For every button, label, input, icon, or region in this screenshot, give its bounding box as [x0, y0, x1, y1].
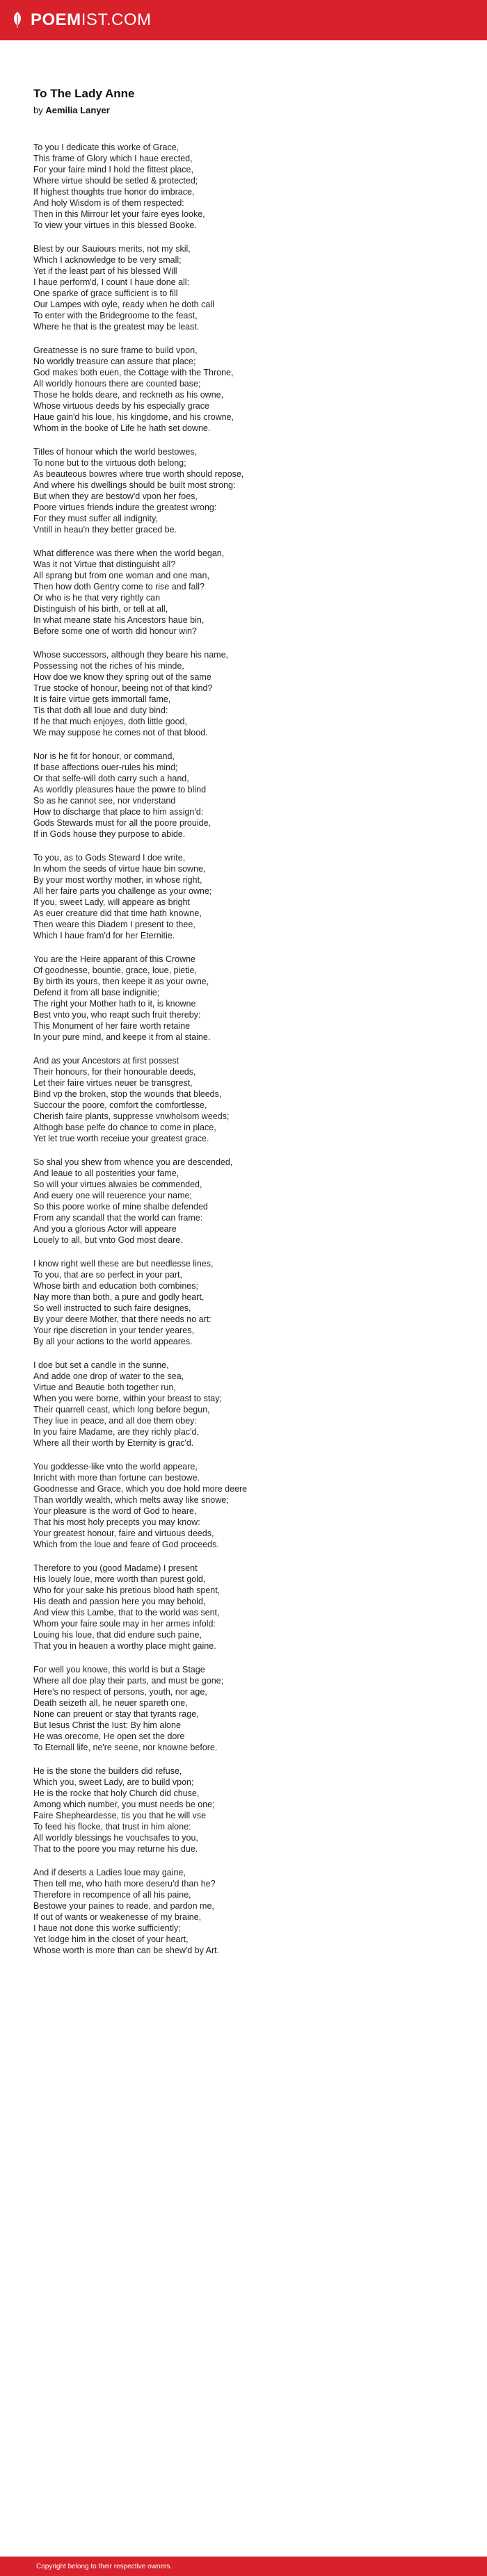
poem-line: Or that selfe-will doth carry such a hand,	[33, 774, 189, 783]
poem-line: Althogh base pelfe do chance to come in place,	[33, 1123, 216, 1132]
poem-line: All her faire parts you challenge as your owne;	[33, 886, 212, 896]
poem-line: Then tell me, who hath more deseru'd than he?	[33, 1879, 216, 1889]
poem-content	[33, 87, 465, 1968]
quill-pen-icon	[10, 11, 25, 29]
poem-line: Those he holds deare, and reckneth as his owne,	[33, 390, 224, 400]
poem-line: Bind vp the broken, stop the wounds that bleeds,	[33, 1089, 222, 1099]
poem-line: All worldly honours there are counted base;	[33, 379, 201, 389]
poem-line: And leaue to all posterities your fame,	[33, 1168, 179, 1178]
poem-line: They liue in peace, and all doe them obey:	[33, 1416, 197, 1426]
poem-line: Death seizeth all, he neuer spareth one,	[33, 1698, 188, 1708]
poem-line: And as your Ancestors at first possest	[33, 1056, 179, 1066]
poem-line: One sparke of grace sufficient is to fill	[33, 288, 178, 298]
poem-line: I haue perform'd, I count I haue done all:	[33, 277, 190, 287]
poem-line: Bestowe your paines to reade, and pardon me,	[33, 1901, 214, 1911]
poem-line: Then in this Mirrour let your faire eyes looke,	[33, 209, 205, 219]
poem-line: That his most holy precepts you may know:	[33, 1517, 200, 1527]
stanza	[33, 1157, 465, 1246]
poem-line: In whom the seeds of virtue haue bin sowne,	[33, 864, 206, 874]
poem-line: I know right well these are but needlesse lines,	[33, 1259, 214, 1269]
poem-line: Nay more than both, a pure and godly heart,	[33, 1292, 205, 1302]
poem-line: As beauteous bowres where true worth should repose,	[33, 469, 244, 479]
copyright-text: Copyright belong to their respective owners.	[36, 2562, 173, 2570]
poem-line: And holy Wisdom is of them respected:	[33, 198, 184, 208]
poem-line: Yet let true worth receiue your greatest grace.	[33, 1134, 209, 1143]
site-logo[interactable]	[10, 10, 152, 30]
stanza	[33, 751, 465, 840]
poem-line: Which I haue fram'd for her Eternitie.	[33, 931, 175, 940]
poem-line: If out of wants or weakenesse of my braine,	[33, 1912, 202, 1922]
poem-line: You goddesse-like vnto the world appeare,	[33, 1462, 198, 1472]
stanza	[33, 446, 465, 535]
poem-line: And you a glorious Actor will appeare	[33, 1224, 177, 1234]
logo-bold: POEM	[31, 10, 81, 29]
poem-line: So well instructed to such faire designes,	[33, 1303, 191, 1313]
poem-line: Louing his loue, that did endure such paine,	[33, 1630, 202, 1640]
poem-line: Of goodnesse, bountie, grace, loue, pietie,	[33, 965, 197, 975]
poem-line: You are the Heire apparant of this Crowne	[33, 954, 196, 964]
poem-line: When you were borne, within your breast to stay;	[33, 1394, 222, 1403]
poem-line: His louely loue, more worth than purest gold,	[33, 1574, 206, 1584]
poem-line: His death and passion here you may behold,	[33, 1597, 206, 1606]
poem-line: Your pleasure is the word of God to heare,	[33, 1506, 197, 1516]
poem-line: Possessing not the riches of his minde,	[33, 661, 184, 671]
poem-line: In what meane state his Ancestors haue bin,	[33, 615, 205, 625]
poem-line: Then weare this Diadem I present to thee,	[33, 920, 195, 929]
poem-line: Yet if the least part of his blessed Will	[33, 266, 177, 276]
header-bar	[0, 0, 487, 40]
poem-line: But when they are bestow'd vpon her foes,	[33, 491, 198, 501]
stanza	[33, 1360, 465, 1449]
footer-bar	[0, 2557, 487, 2576]
poem-line: None can preuent or stay that tyrants rage,	[33, 1709, 199, 1719]
poem-line: All sprang but from one woman and one man,	[33, 571, 209, 580]
poem-line: God makes both euen, the Cottage with the Throne,	[33, 368, 234, 377]
poem-line: Tis that doth all loue and duty bind:	[33, 706, 168, 715]
poem-line: Their quarrell ceast, which long before begun,	[33, 1405, 210, 1415]
poem-line: Poore virtues friends indure the greatest wrong:	[33, 503, 217, 512]
poem-line: That to the poore you may returne his due.	[33, 1844, 198, 1854]
poem-line: Here's no respect of persons, youth, nor age,	[33, 1687, 207, 1697]
poem-line: In you faire Madame, are they richly plac'd,	[33, 1427, 199, 1437]
poem-line: Virtue and Beautie both together run,	[33, 1383, 176, 1392]
poem-line: Vntill in heau'n they better graced be.	[33, 525, 177, 535]
poem-line: To Eternall life, ne're seene, nor knowne before.	[33, 1743, 218, 1752]
poem-line: By birth its yours, then keepe it as your owne,	[33, 977, 209, 986]
poem-line: Your ripe discretion in your tender yeares,	[33, 1326, 194, 1335]
poem-line: It is faire virtue gets immortall fame,	[33, 694, 171, 704]
poem-line: Greatnesse is no sure frame to build vpon,	[33, 345, 198, 355]
poem-line: All worldly blessings he vouchsafes to you,	[33, 1833, 198, 1843]
stanza	[33, 243, 465, 332]
poem-line: To view your virtues in this blessed Booke.	[33, 220, 197, 230]
poem-line: Gods Stewards must for all the poore prouide,	[33, 818, 211, 828]
poem-line: Where all doe play their parts, and must be gone;	[33, 1676, 224, 1686]
poem-line: Haue gain'd his loue, his kingdome, and his crowne,	[33, 412, 234, 422]
logo-light: IST.COM	[81, 10, 152, 29]
poem-line: And euery one will reuerence your name;	[33, 1191, 192, 1200]
poem-line: Then how doth Gentry come to rise and fall?	[33, 582, 205, 592]
poem-line: For your faire mind I hold the fittest place,	[33, 165, 193, 174]
poem-line: Was it not Virtue that distinguisht all?	[33, 560, 176, 569]
poem-line: Your greatest honour, faire and virtuous deeds,	[33, 1529, 214, 1538]
poem-line: Blest by our Sauiours merits, not my skil,	[33, 244, 191, 254]
poem-line: Yet lodge him in the closet of your heart,	[33, 1934, 189, 1944]
poem-line: Where virtue should be setled & protected;	[33, 176, 198, 186]
poem-line: Our Lampes with oyle, ready when he doth call	[33, 300, 214, 309]
poem-line: This Monument of her faire worth retaine	[33, 1021, 191, 1031]
poem-line: Or who is he that very rightly can	[33, 593, 161, 603]
poem-line: The right your Mother hath to it, is knowne	[33, 999, 196, 1009]
stanza	[33, 1461, 465, 1550]
byline	[33, 105, 465, 115]
poem-line: And view this Lambe, that to the world was sent,	[33, 1608, 220, 1617]
poem-line: No worldly treasure can assure that place;	[33, 357, 196, 366]
logo-text	[31, 10, 152, 30]
poem-line: Which from the loue and feare of God proceeds.	[33, 1540, 219, 1549]
poem-line: Goodnesse and Grace, which you doe hold more deere	[33, 1484, 248, 1494]
poem-line: For they must suffer all indignity,	[33, 514, 158, 523]
poem-line: To none but to the virtuous doth belong;	[33, 458, 186, 468]
poem-line: To enter with the Bridegroome to the feast,	[33, 311, 198, 320]
poem-line: I haue not done this worke sufficiently;	[33, 1923, 181, 1933]
stanza	[33, 142, 465, 231]
poem-line: What difference was there when the world began,	[33, 548, 225, 558]
poem-line: And if deserts a Ladies loue may gaine,	[33, 1868, 186, 1877]
poem-line: Therefore in recompence of all his paine,	[33, 1890, 191, 1900]
poem-line: Whose worth is more than can be shew'd by Art.	[33, 1946, 220, 1955]
poem-line: Cherish faire plants, suppresse vnwholsom weeds;	[33, 1111, 230, 1121]
stanza	[33, 1563, 465, 1652]
poem-line: So shal you shew from whence you are descended,	[33, 1157, 233, 1167]
poem-line: As worldly pleasures haue the powre to blind	[33, 785, 207, 794]
poem-line: For well you knowe, this world is but a Stage	[33, 1665, 205, 1674]
poem-line: Who for your sake his pretious blood hath spent,	[33, 1585, 221, 1595]
poem-line: To feed his flocke, that trust in him alone:	[33, 1822, 191, 1832]
poem-line: That you in heauen a worthy place might gaine.	[33, 1641, 216, 1651]
poem-line: By your deere Mother, that there needs no art:	[33, 1314, 211, 1324]
stanza	[33, 1664, 465, 1753]
poem-line: So will your virtues alwaies be commended,	[33, 1180, 202, 1189]
stanza	[33, 548, 465, 637]
poem-line: Whose virtuous deeds by his especially grace	[33, 401, 209, 411]
poem-line: Best vnto you, who reapt such fruit thereby:	[33, 1010, 201, 1020]
stanza	[33, 852, 465, 941]
poem-line: From any scandall that the world can frame:	[33, 1213, 203, 1223]
poem-line: He is the stone the builders did refuse,	[33, 1766, 182, 1776]
poem-line: Inricht with more than fortune can bestowe.	[33, 1473, 200, 1483]
author-link[interactable]: Aemilia Lanyer	[45, 105, 110, 115]
poem-line: To you, as to Gods Steward I doe write,	[33, 853, 186, 863]
poem-line: I doe but set a candle in the sunne,	[33, 1360, 169, 1370]
poem-line: If highest thoughts true honor do imbrace,	[33, 187, 195, 197]
poem-line: How doe we know they spring out of the same	[33, 672, 211, 682]
poem-title: To The Lady Anne	[33, 87, 135, 100]
stanza	[33, 649, 465, 738]
poem-line: He was orecome, He open set the dore	[33, 1731, 185, 1741]
poem-line: This frame of Glory which I haue erected,	[33, 154, 193, 163]
poem-line: If in Gods house they purpose to abide.	[33, 829, 186, 839]
poem-line: We may suppose he comes not of that blood.	[33, 728, 208, 737]
poem-line: Which I acknowledge to be very small;	[33, 255, 182, 265]
stanza	[33, 1055, 465, 1144]
poem-line: Whom your faire soule may in her armes infold:	[33, 1619, 216, 1629]
poem-line: But Iesus Christ the Iust: By him alone	[33, 1720, 181, 1730]
poem-line: And adde one drop of water to the sea,	[33, 1371, 184, 1381]
poem-line: Which you, sweet Lady, are to build vpon;	[33, 1777, 194, 1787]
poem-line: Titles of honour which the world bestowes,	[33, 447, 198, 457]
stanza	[33, 1766, 465, 1854]
poem-line: How to discharge that place to him assign'd:	[33, 807, 204, 817]
poem-line: He is the rocke that holy Church did chuse,	[33, 1788, 200, 1798]
poem-line: If he that much enjoyes, doth little good,	[33, 717, 187, 726]
poem-line: Where he that is the greatest may be least.	[33, 322, 200, 332]
stanza	[33, 1258, 465, 1347]
poem-line: Whose successors, although they beare his name,	[33, 650, 229, 660]
poem-line: Than worldly wealth, which melts away like snowe;	[33, 1495, 229, 1505]
poem-line: Louely to all, but vnto God most deare.	[33, 1235, 183, 1245]
poem-line: Where all their worth by Eternity is grac'd.	[33, 1438, 194, 1448]
poem-line: So as he cannot see, nor vnderstand	[33, 796, 176, 806]
poem-body	[33, 142, 465, 1956]
poem-line: As euer creature did that time hath knowne,	[33, 908, 202, 918]
poem-line: Let their faire virtues neuer be transgrest,	[33, 1078, 193, 1088]
poem-line: Faire Shepheardesse, tis you that he will vse	[33, 1811, 207, 1820]
poem-line: Among which number, you must needs be one;	[33, 1800, 215, 1809]
poem-line: True stocke of honour, beeing not of that kind?	[33, 683, 213, 693]
poem-line: To you I dedicate this worke of Grace,	[33, 142, 179, 152]
poem-line: If you, sweet Lady, will appeare as bright	[33, 897, 190, 907]
poem-line: Defend it from all base indignitie;	[33, 988, 160, 997]
poem-line: Their honours, for their honourable deeds,	[33, 1067, 196, 1077]
poem-line: Before some one of worth did honour win?	[33, 626, 197, 636]
poem-line: Succour the poore, comfort the comfortlesse,	[33, 1100, 207, 1110]
poem-line: To you, that are so perfect in your part,	[33, 1270, 183, 1280]
stanza	[33, 345, 465, 434]
poem-line: By all your actions to the world appeares.	[33, 1337, 193, 1346]
poem-line: Whose birth and education both combines;	[33, 1281, 198, 1291]
poem-line: And where his dwellings should be built most strong:	[33, 480, 236, 490]
poem-line: In your pure mind, and keepe it from al staine.	[33, 1032, 211, 1042]
poem-line: Nor is he fit for honour, or command,	[33, 751, 175, 761]
byline-prefix: by	[33, 105, 43, 115]
poem-line: Distinguish of his birth, or tell at all,	[33, 604, 168, 614]
stanza	[33, 1867, 465, 1956]
poem-line: If base affections ouer-rules his mind;	[33, 763, 178, 772]
poem-line: Whom in the booke of Life he hath set downe.	[33, 423, 211, 433]
poem-line: By your most worthy mother, in whose right,	[33, 875, 202, 885]
poem-line: Therefore to you (good Madame) I present	[33, 1563, 198, 1573]
poem-line: So this poore worke of mine shalbe defended	[33, 1202, 208, 1212]
stanza	[33, 954, 465, 1043]
